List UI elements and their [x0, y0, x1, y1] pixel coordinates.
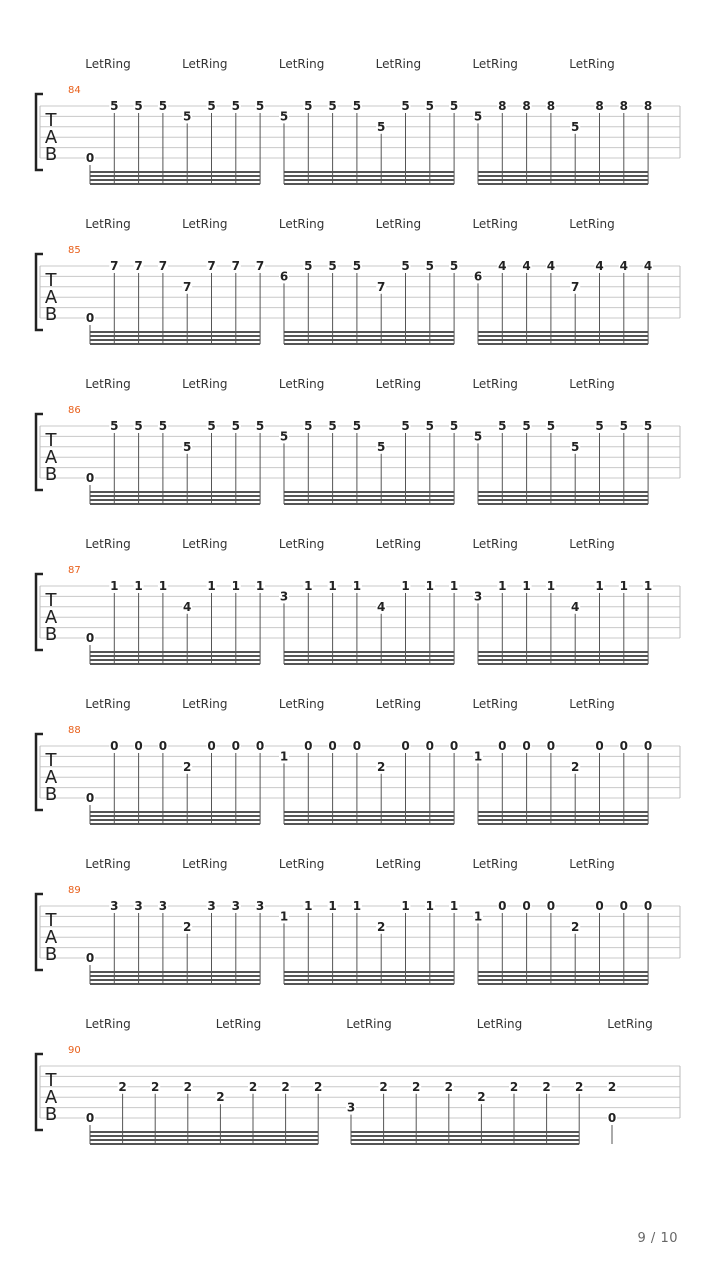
tab-letter-t: T: [45, 910, 57, 931]
fret-number: 5: [304, 259, 313, 273]
fret-number: 2: [281, 1079, 290, 1094]
fret-number: 5: [377, 439, 386, 454]
fret-number: 1: [255, 579, 265, 593]
fret-number: 8: [643, 99, 653, 113]
fret-number: 1: [473, 749, 483, 764]
letring-label: LetRing: [375, 537, 422, 551]
letring-label: LetRing: [278, 377, 325, 391]
tab-letter-a: A: [44, 927, 58, 948]
fret-number: 8: [522, 99, 531, 113]
letring-label: LetRing: [472, 217, 518, 231]
fret-number: 5: [279, 109, 289, 124]
fret-number: 7: [207, 259, 216, 273]
fret-number: 2: [314, 1079, 323, 1094]
fret-number: 1: [473, 909, 483, 924]
fret-number: 0: [643, 739, 653, 753]
fret-number: 0: [619, 739, 628, 753]
fret-number: 4: [377, 599, 386, 614]
fret-number: 0: [498, 739, 507, 753]
measure-number: 86: [68, 405, 81, 416]
letring-label: LetRing: [472, 57, 518, 71]
fret-number: 7: [255, 259, 265, 273]
fret-number: 5: [595, 419, 604, 433]
fret-number: 5: [279, 429, 289, 444]
fret-number: 1: [304, 899, 313, 913]
fret-number: 0: [595, 739, 604, 753]
letring-label: LetRing: [607, 1017, 653, 1031]
fret-number: 5: [425, 99, 434, 113]
fret-number: 7: [134, 259, 143, 273]
fret-number: 5: [134, 99, 143, 113]
fret-number: 1: [279, 749, 289, 764]
fret-number: 7: [110, 259, 119, 273]
fret-number: 0: [522, 899, 531, 913]
fret-number: 1: [498, 579, 507, 593]
fret-number: 6: [279, 269, 289, 284]
fret-number: 0: [134, 739, 143, 753]
fret-number: 5: [328, 419, 337, 433]
letring-label: LetRing: [375, 377, 422, 391]
fret-number: 2: [444, 1079, 453, 1094]
tab-letter-a: A: [44, 607, 58, 628]
fret-number: 1: [134, 579, 143, 593]
fret-number: 1: [279, 909, 289, 924]
letring-label: LetRing: [278, 217, 325, 231]
fret-number: 2: [607, 1079, 617, 1094]
fret-number: 0: [546, 899, 556, 913]
letring-label: LetRing: [85, 377, 131, 391]
fret-number: 2: [183, 919, 192, 934]
fret-number: 0: [231, 739, 240, 753]
fret-number: 2: [542, 1079, 551, 1094]
fret-number: 2: [118, 1079, 127, 1094]
fret-number: 3: [158, 899, 168, 913]
fret-number: 2: [571, 919, 580, 934]
page-number: 9 / 10: [637, 1231, 678, 1246]
fret-number: 4: [595, 259, 604, 273]
letring-label: LetRing: [85, 217, 131, 231]
fret-number: 5: [158, 99, 168, 113]
tab-letter-t: T: [45, 1070, 57, 1091]
fret-number: 1: [449, 579, 459, 593]
letring-label: LetRing: [182, 377, 228, 391]
fret-number: 2: [377, 759, 386, 774]
letring-label: LetRing: [375, 857, 422, 871]
fret-number: 1: [595, 579, 604, 593]
fret-number: 8: [619, 99, 628, 113]
fret-number: 4: [619, 259, 628, 273]
measure-number: 89: [68, 885, 81, 896]
fret-number: 5: [207, 99, 216, 113]
fret-number: 1: [231, 579, 240, 593]
measure-number: 88: [68, 725, 81, 736]
fret-number: 4: [571, 599, 580, 614]
fret-number: 5: [522, 419, 531, 433]
fret-number: 5: [571, 439, 580, 454]
fret-number: 0: [619, 899, 628, 913]
fret-number: 1: [328, 899, 337, 913]
fret-number: 5: [449, 259, 459, 273]
fret-number: 1: [522, 579, 531, 593]
tab-letter-b: B: [44, 784, 58, 805]
fret-number: 0: [401, 739, 410, 753]
fret-number: 5: [304, 419, 313, 433]
fret-number: 2: [151, 1079, 160, 1094]
fret-number: 5: [425, 259, 434, 273]
fret-number: 5: [231, 99, 240, 113]
fret-number: 2: [183, 1079, 192, 1094]
fret-number: 5: [158, 419, 168, 433]
fret-number: 4: [643, 259, 653, 273]
tab-letter-t: T: [45, 110, 57, 131]
letring-label: LetRing: [278, 537, 325, 551]
fret-number: 3: [473, 589, 483, 604]
fret-number: 5: [110, 99, 119, 113]
tab-letter-b: B: [44, 944, 58, 965]
fret-number: 3: [279, 589, 289, 604]
fret-number: 3: [231, 899, 240, 913]
fret-number: 6: [473, 269, 483, 284]
letring-label: LetRing: [472, 857, 518, 871]
fret-number: 2: [216, 1090, 225, 1105]
tab-letter-a: A: [44, 1087, 58, 1108]
tab-letter-t: T: [45, 590, 57, 611]
letring-label: LetRing: [278, 57, 325, 71]
fret-number: 5: [134, 419, 143, 433]
fret-number: 5: [449, 419, 459, 433]
fret-number: 2: [575, 1079, 584, 1094]
letring-label: LetRing: [278, 857, 325, 871]
letring-label: LetRing: [85, 1017, 131, 1031]
fret-number: 5: [619, 419, 628, 433]
fret-number: 5: [401, 419, 410, 433]
fret-number: 4: [183, 599, 192, 614]
letring-label: LetRing: [569, 57, 615, 71]
fret-number: 2: [183, 759, 192, 774]
fret-number: 3: [134, 899, 143, 913]
letring-label: LetRing: [375, 217, 422, 231]
fret-number: 1: [110, 579, 119, 593]
tab-letter-t: T: [45, 750, 57, 771]
fret-number: 5: [328, 259, 337, 273]
fret-number: 0: [85, 151, 95, 165]
fret-number: 5: [255, 419, 265, 433]
fret-number: 5: [328, 99, 337, 113]
letring-label: LetRing: [472, 537, 518, 551]
fret-number: 7: [183, 279, 192, 294]
measure-number: 85: [68, 245, 81, 256]
fret-number: 5: [231, 419, 240, 433]
tab-letter-a: A: [44, 447, 58, 468]
letring-label: LetRing: [182, 537, 228, 551]
letring-label: LetRing: [569, 697, 615, 711]
fret-number: 3: [346, 1100, 356, 1115]
fret-number: 2: [509, 1079, 519, 1094]
letring-label: LetRing: [569, 537, 615, 551]
fret-number: 5: [498, 419, 507, 433]
fret-number: 5: [352, 419, 362, 433]
fret-number: 5: [401, 99, 410, 113]
fret-number: 1: [425, 899, 434, 913]
fret-number: 7: [377, 279, 386, 294]
fret-number: 1: [352, 579, 362, 593]
fret-number: 2: [412, 1079, 421, 1094]
fret-number: 5: [110, 419, 119, 433]
fret-number: 0: [85, 951, 95, 965]
fret-number: 5: [377, 119, 386, 134]
fret-number: 0: [110, 739, 119, 753]
letring-label: LetRing: [85, 537, 131, 551]
measure-number: 90: [68, 1045, 81, 1056]
tab-letter-b: B: [44, 624, 58, 645]
fret-number: 1: [643, 579, 653, 593]
fret-number: 2: [571, 759, 580, 774]
fret-number: 1: [619, 579, 628, 593]
fret-number: 1: [401, 899, 410, 913]
letring-label: LetRing: [182, 857, 228, 871]
fret-number: 8: [498, 99, 507, 113]
measure-number: 87: [68, 565, 81, 576]
fret-number: 5: [255, 99, 265, 113]
letring-label: LetRing: [569, 857, 615, 871]
fret-number: 7: [571, 279, 580, 294]
fret-number: 4: [546, 259, 556, 273]
fret-number: 1: [158, 579, 168, 593]
fret-number: 3: [207, 899, 216, 913]
fret-number: 0: [85, 791, 95, 805]
fret-number: 0: [607, 1111, 617, 1125]
fret-number: 8: [546, 99, 556, 113]
fret-number: 5: [571, 119, 580, 134]
fret-number: 0: [425, 739, 434, 753]
fret-number: 5: [183, 109, 192, 124]
tab-letter-b: B: [44, 304, 58, 325]
fret-number: 7: [158, 259, 168, 273]
tab-letter-t: T: [45, 430, 57, 451]
fret-number: 1: [207, 579, 216, 593]
fret-number: 1: [352, 899, 362, 913]
letring-label: LetRing: [569, 217, 615, 231]
fret-number: 5: [473, 429, 483, 444]
fret-number: 0: [207, 739, 216, 753]
fret-number: 4: [498, 259, 507, 273]
letring-label: LetRing: [476, 1017, 523, 1031]
fret-number: 1: [425, 579, 434, 593]
fret-number: 3: [110, 899, 119, 913]
fret-number: 0: [85, 631, 95, 645]
letring-label: LetRing: [346, 1017, 392, 1031]
fret-number: 5: [352, 99, 362, 113]
letring-label: LetRing: [182, 57, 228, 71]
fret-number: 1: [401, 579, 410, 593]
fret-number: 2: [377, 919, 386, 934]
tab-letter-a: A: [44, 127, 58, 148]
fret-number: 5: [183, 439, 192, 454]
letring-label: LetRing: [85, 857, 131, 871]
fret-number: 3: [255, 899, 265, 913]
letring-label: LetRing: [278, 697, 325, 711]
fret-number: 2: [477, 1090, 486, 1105]
fret-number: 5: [643, 419, 653, 433]
tab-letter-b: B: [44, 464, 58, 485]
letring-label: LetRing: [569, 377, 615, 391]
fret-number: 0: [304, 739, 313, 753]
fret-number: 8: [595, 99, 604, 113]
fret-number: 5: [304, 99, 313, 113]
fret-number: 2: [248, 1079, 258, 1094]
fret-number: 5: [425, 419, 434, 433]
letring-label: LetRing: [85, 57, 131, 71]
letring-label: LetRing: [375, 697, 422, 711]
fret-number: 0: [595, 899, 604, 913]
letring-label: LetRing: [182, 697, 228, 711]
letring-label: LetRing: [472, 377, 518, 391]
letring-label: LetRing: [85, 697, 131, 711]
fret-number: 0: [352, 739, 362, 753]
fret-number: 1: [546, 579, 556, 593]
fret-number: 0: [546, 739, 556, 753]
fret-number: 5: [449, 99, 459, 113]
fret-number: 1: [328, 579, 337, 593]
tab-letter-a: A: [44, 767, 58, 788]
fret-number: 0: [85, 311, 95, 325]
fret-number: 0: [449, 739, 459, 753]
letring-label: LetRing: [472, 697, 518, 711]
letring-label: LetRing: [375, 57, 422, 71]
tab-letter-b: B: [44, 1104, 58, 1125]
fret-number: 5: [207, 419, 216, 433]
fret-number: 0: [85, 1111, 95, 1125]
fret-number: 5: [546, 419, 556, 433]
fret-number: 0: [643, 899, 653, 913]
fret-number: 4: [522, 259, 531, 273]
fret-number: 2: [379, 1079, 388, 1094]
letring-label: LetRing: [215, 1017, 262, 1031]
fret-number: 0: [522, 739, 531, 753]
fret-number: 0: [498, 899, 507, 913]
fret-number: 0: [158, 739, 168, 753]
measure-number: 84: [68, 85, 81, 96]
fret-number: 5: [473, 109, 483, 124]
tab-letter-b: B: [44, 144, 58, 165]
tab-letter-t: T: [45, 270, 57, 291]
fret-number: 0: [328, 739, 337, 753]
fret-number: 1: [449, 899, 459, 913]
fret-number: 0: [255, 739, 265, 753]
fret-number: 0: [85, 471, 95, 485]
fret-number: 5: [401, 259, 410, 273]
fret-number: 1: [304, 579, 313, 593]
fret-number: 7: [231, 259, 240, 273]
letring-label: LetRing: [182, 217, 228, 231]
tab-letter-a: A: [44, 287, 58, 308]
fret-number: 5: [352, 259, 362, 273]
